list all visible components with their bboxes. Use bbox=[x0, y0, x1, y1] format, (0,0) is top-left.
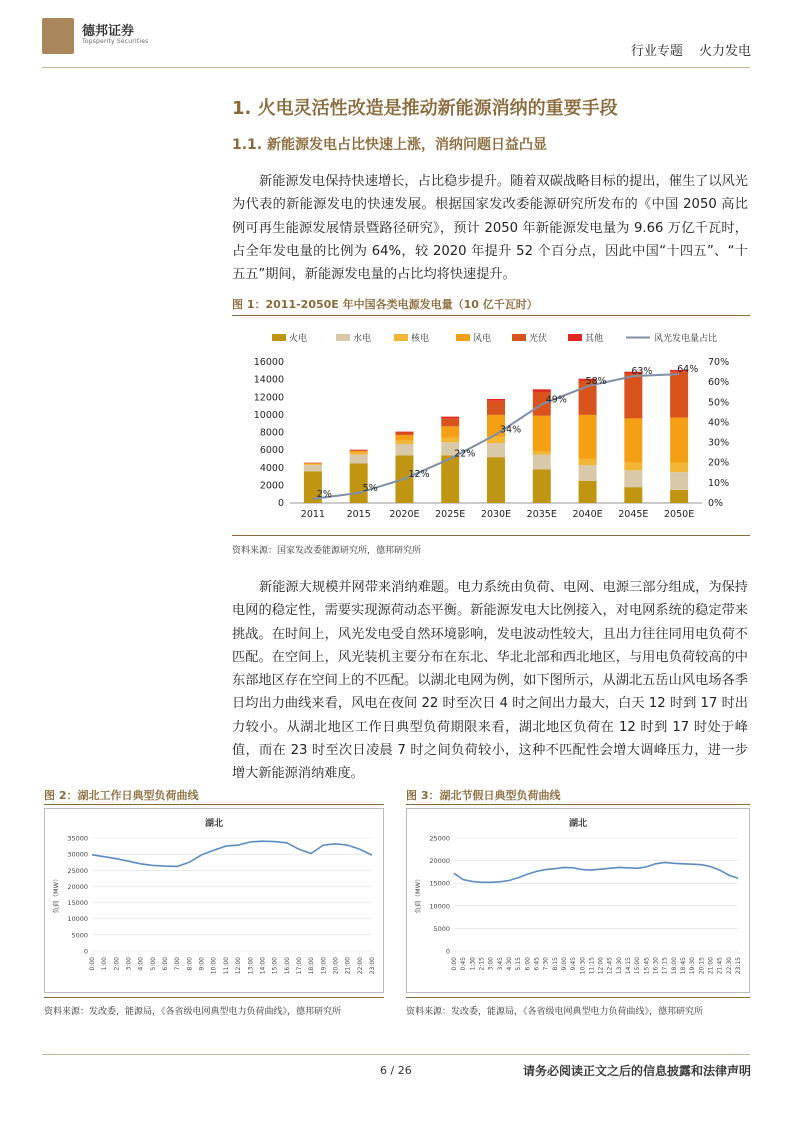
x-tick-label: 20:15 bbox=[698, 957, 706, 975]
bar-segment bbox=[624, 373, 642, 418]
x-tick-label: 1:00 bbox=[101, 957, 109, 971]
figure-2-source: 资料来源：发改委，能源局，《各省级电网典型电力负荷曲线》，德邦研究所 bbox=[44, 1007, 342, 1017]
x-tick-label: 11:00 bbox=[222, 957, 230, 975]
x-tick-label: 2050E bbox=[664, 509, 695, 520]
x-tick-label: 12:00 bbox=[235, 957, 243, 975]
share-data-label: 12% bbox=[408, 468, 430, 480]
x-tick-label: 3:00 bbox=[487, 957, 495, 971]
figure-3-chart bbox=[406, 808, 750, 993]
x-tick-label: 21:00 bbox=[707, 957, 715, 975]
paragraph-2: 新能源大规模并网带来消纳难题。电力系统由负荷、电网、电源三部分组成，为保持电网的稳定性，需要实现源荷动态平衡。新能源发电大比例接入，对电网系统的稳定带来挑战。在时间上，风光发电受自然环境影响，发电波动性较大，且出力往往同用电负荷不匹配。在空间上，风光装机主要分布在东北、华北北部和西北地区，与用电负荷较高的中东部地区存在空间上的不匹配。以湖北电网为例，如下图所示，从湖北五岳山风电场各季日均出力曲线来看，风电在夜间 22 时至次日 4 时之间出力最大，白天 12 时到 17 时出力较小。从湖北地区工作日典型负荷期限来看，湖北地区负荷在 12 时到 17 时处于峰值，而在 23 时至次日凌晨 7 时之间负荷较小，这种不匹配性会增大调峰压力，进一步增大新能源消纳难度。 bbox=[232, 580, 748, 782]
x-tick-label: 18:45 bbox=[680, 957, 688, 975]
y2-tick-label: 10% bbox=[708, 477, 730, 489]
x-tick-label: 2025E bbox=[435, 509, 466, 520]
footer-divider bbox=[42, 1054, 750, 1055]
bar-segment bbox=[441, 438, 459, 442]
bar-segment bbox=[487, 443, 505, 457]
bar-segment bbox=[533, 455, 551, 470]
x-tick-label: 12:00 bbox=[597, 957, 605, 975]
x-tick-label: 8:15 bbox=[551, 957, 559, 971]
x-tick-label: 4:30 bbox=[505, 957, 513, 971]
x-tick-label: 2020E bbox=[389, 509, 420, 520]
y-tick-label: 10000 bbox=[67, 915, 88, 924]
y-tick-label: 0 bbox=[277, 498, 284, 509]
y-tick-label: 4000 bbox=[259, 462, 284, 474]
x-tick-label: 23:00 bbox=[369, 957, 376, 975]
x-tick-label: 21:45 bbox=[716, 957, 724, 975]
bar-segment bbox=[487, 401, 505, 415]
bar-segment bbox=[441, 455, 459, 503]
figure-2-rule bbox=[44, 804, 384, 805]
bar-segment bbox=[533, 389, 551, 392]
share-data-label: 5% bbox=[362, 482, 378, 494]
legend-swatch-0 bbox=[272, 334, 286, 341]
y-axis-label: 负荷（MW） bbox=[414, 875, 422, 914]
x-tick-label: 22:30 bbox=[725, 957, 733, 975]
x-tick-label: 2040E bbox=[572, 509, 603, 520]
x-tick-label: 20:00 bbox=[332, 957, 340, 975]
company-name: 德邦证券 bbox=[82, 24, 135, 39]
bar-segment bbox=[395, 433, 413, 436]
bar-segment bbox=[304, 463, 322, 464]
y-tick-label: 8000 bbox=[259, 427, 284, 439]
y-tick-label: 25000 bbox=[429, 834, 450, 843]
company-logo-mark-icon bbox=[42, 18, 74, 54]
paragraph-1: 新能源发电保持快速增长，占比稳步提升。随着双碳战略目标的提出，催生了以风光为代表的新能源发电的快速发展。根据国家发改委能源研究所发布的《中国 2050 高比例可再生能源发展情景暨路径研究》，预计 2050 年新能源发电量为 9.66 万亿千瓦时，占全年发电量的比例为 64%，较 2020 年提升 52 个百分点，因此中国“十四五”、“十五五”期间，新能源发电量的占比均将快速提升。 bbox=[232, 174, 748, 283]
x-tick-label: 6:45 bbox=[533, 957, 541, 971]
bar-segment bbox=[670, 372, 688, 418]
y-tick-label: 15000 bbox=[429, 879, 450, 888]
bar-segment bbox=[579, 481, 597, 503]
bar-segment bbox=[395, 440, 413, 444]
y-tick-label: 35000 bbox=[67, 834, 88, 843]
x-tick-label: 19:00 bbox=[320, 957, 328, 975]
x-tick-label: 14:15 bbox=[625, 957, 633, 975]
figure-2-title: 图 2：湖北工作日典型负荷曲线 bbox=[44, 789, 199, 802]
bar-segment bbox=[533, 416, 551, 451]
x-tick-label: 1:30 bbox=[469, 957, 477, 971]
y-tick-label: 2000 bbox=[259, 480, 284, 492]
y-tick-label: 10000 bbox=[253, 409, 284, 421]
x-tick-label: 9:00 bbox=[560, 957, 568, 971]
x-tick-label: 3:00 bbox=[125, 957, 133, 971]
bar-segment bbox=[670, 418, 688, 463]
header-tag-thermal: 火力发电 bbox=[698, 44, 751, 59]
figure-1-rule bbox=[232, 315, 750, 316]
x-tick-label: 18:00 bbox=[670, 957, 678, 975]
bar-segment bbox=[533, 451, 551, 455]
x-tick-label: 7:30 bbox=[542, 957, 550, 971]
bar-segment bbox=[624, 487, 642, 503]
legend-swatch-3 bbox=[456, 334, 470, 341]
x-tick-label: 5:00 bbox=[149, 957, 157, 971]
x-tick-label: 6:00 bbox=[524, 957, 532, 971]
share-data-label: 64% bbox=[677, 364, 699, 376]
bar-segment bbox=[579, 459, 597, 465]
legend-label-3: 风电 bbox=[473, 334, 492, 344]
y-tick-label: 6000 bbox=[259, 445, 284, 457]
legend-swatch-5 bbox=[568, 334, 582, 341]
header-divider bbox=[42, 67, 750, 68]
bar-segment bbox=[624, 470, 642, 487]
x-tick-label: 15:45 bbox=[643, 957, 651, 975]
chart-title: 湖北 bbox=[204, 819, 224, 829]
y-tick-label: 20000 bbox=[429, 857, 450, 866]
legend-label-line: 风光发电量占比 bbox=[654, 334, 718, 344]
figure-3-title: 图 3：湖北节假日典型负荷曲线 bbox=[406, 789, 561, 802]
legend-label-5: 其他 bbox=[585, 334, 604, 344]
x-tick-label: 3:45 bbox=[496, 957, 504, 971]
chart-title: 湖北 bbox=[568, 819, 588, 829]
figure-2-bottom-rule bbox=[44, 997, 384, 998]
y2-tick-label: 30% bbox=[708, 437, 730, 449]
legend-label-0: 火电 bbox=[289, 334, 308, 344]
share-data-label: 34% bbox=[500, 424, 522, 436]
y-tick-label: 16000 bbox=[253, 357, 284, 368]
subsection-title: 1.1. 新能源发电占比快速上涨，消纳问题日益凸显 bbox=[232, 137, 547, 153]
bar-segment bbox=[350, 450, 368, 451]
figure-2-chart bbox=[44, 808, 384, 993]
x-tick-label: 9:00 bbox=[198, 957, 206, 971]
bar-segment bbox=[624, 462, 642, 470]
bar-segment bbox=[441, 426, 459, 437]
x-tick-label: 10:00 bbox=[210, 957, 218, 975]
share-data-label: 63% bbox=[631, 366, 653, 378]
x-tick-label: 15:00 bbox=[271, 957, 279, 975]
y2-tick-label: 50% bbox=[708, 397, 730, 409]
y-tick-label: 5000 bbox=[71, 931, 88, 940]
bar-segment bbox=[487, 399, 505, 401]
bar-segment bbox=[304, 465, 322, 471]
x-tick-label: 4:00 bbox=[137, 957, 145, 971]
x-tick-label: 2030E bbox=[480, 509, 512, 520]
company-name-en: Topsperity Securities bbox=[82, 38, 149, 45]
y-tick-label: 10000 bbox=[429, 902, 450, 911]
x-tick-label: 8:00 bbox=[186, 957, 194, 971]
legend-swatch-2 bbox=[394, 334, 408, 341]
bar-segment bbox=[533, 470, 551, 503]
legend-label-1: 水电 bbox=[353, 334, 372, 344]
y2-tick-label: 60% bbox=[708, 377, 730, 389]
y-tick-label: 12000 bbox=[253, 392, 284, 404]
bar-segment bbox=[350, 453, 368, 455]
legend-label-2: 核电 bbox=[411, 334, 430, 344]
figure-3-rule bbox=[406, 804, 750, 805]
y2-tick-label: 40% bbox=[708, 417, 730, 429]
x-tick-label: 15:00 bbox=[634, 957, 642, 975]
share-data-label: 2% bbox=[316, 488, 332, 500]
y2-tick-label: 0% bbox=[708, 498, 724, 509]
y-tick-label: 25000 bbox=[67, 866, 88, 875]
x-tick-label: 16:00 bbox=[283, 957, 291, 975]
y-tick-label: 15000 bbox=[67, 899, 88, 908]
figure-1-chart bbox=[232, 320, 750, 530]
company-logo bbox=[42, 18, 182, 58]
x-tick-label: 17:15 bbox=[661, 957, 669, 975]
x-tick-label: 0:45 bbox=[460, 957, 468, 971]
bar-segment bbox=[395, 432, 413, 433]
x-tick-label: 9:45 bbox=[570, 957, 578, 971]
x-tick-label: 11:15 bbox=[588, 957, 596, 975]
bar-segment bbox=[670, 472, 688, 490]
x-tick-label: 7:00 bbox=[174, 957, 182, 971]
figure-1-source: 资料来源：国家发改委能源研究所，德邦研究所 bbox=[232, 546, 422, 556]
figure-1-bottom-rule bbox=[232, 535, 750, 536]
bar-segment bbox=[579, 465, 597, 481]
x-tick-label: 19:30 bbox=[689, 957, 697, 975]
bar-segment bbox=[304, 464, 322, 465]
x-tick-label: 2:15 bbox=[478, 957, 486, 971]
figure-3-bottom-rule bbox=[406, 997, 750, 998]
y2-tick-label: 20% bbox=[708, 457, 730, 469]
x-tick-label: 17:00 bbox=[295, 957, 303, 975]
bar-segment bbox=[670, 490, 688, 503]
bar-segment bbox=[579, 415, 597, 459]
y-tick-label: 30000 bbox=[67, 850, 88, 859]
bar-segment bbox=[395, 435, 413, 440]
header-tag-industry: 行业专题 bbox=[630, 44, 683, 59]
y-tick-label: 0 bbox=[445, 947, 450, 956]
share-data-label: 58% bbox=[585, 376, 607, 388]
bar-segment bbox=[487, 457, 505, 503]
x-tick-label: 10:30 bbox=[579, 957, 587, 975]
x-tick-label: 2035E bbox=[526, 509, 557, 520]
y-tick-label: 0 bbox=[83, 947, 88, 956]
x-tick-label: 22:00 bbox=[356, 957, 364, 975]
y-tick-label: 5000 bbox=[433, 924, 450, 933]
figure-3-source: 资料来源：发改委，能源局，《各省级电网典型电力负荷曲线》，德邦研究所 bbox=[406, 1007, 704, 1017]
x-tick-label: 12:45 bbox=[606, 957, 614, 975]
x-tick-label: 21:00 bbox=[344, 957, 352, 975]
bar-segment bbox=[624, 418, 642, 462]
bar-segment bbox=[441, 417, 459, 419]
x-tick-label: 18:00 bbox=[308, 957, 316, 975]
bar-segment bbox=[350, 451, 368, 453]
x-tick-label: 0:00 bbox=[89, 957, 96, 971]
bar-segment bbox=[670, 462, 688, 472]
legend-swatch-4 bbox=[512, 334, 526, 341]
header-tags bbox=[619, 40, 751, 59]
chart1-legend bbox=[272, 332, 717, 344]
x-tick-label: 23:15 bbox=[735, 957, 742, 975]
x-tick-label: 16:30 bbox=[652, 957, 660, 975]
x-tick-label: 13:30 bbox=[615, 957, 623, 975]
share-data-label: 22% bbox=[454, 448, 476, 460]
x-tick-label: 14:00 bbox=[259, 957, 267, 975]
footer-disclaimer: 请务必阅读正文之后的信息披露和法律声明 bbox=[522, 1064, 751, 1078]
x-tick-label: 2015 bbox=[346, 509, 371, 520]
legend-swatch-1 bbox=[336, 334, 350, 341]
page-number: 6 / 26 bbox=[380, 1064, 412, 1077]
x-tick-label: 6:00 bbox=[162, 957, 170, 971]
y-axis-label: 负荷（MW） bbox=[52, 875, 60, 914]
figure-1-title: 图 1：2011-2050E 年中国各类电源发电量（10 亿千瓦时） bbox=[232, 298, 538, 311]
share-data-label: 49% bbox=[545, 394, 567, 406]
y-tick-label: 14000 bbox=[253, 374, 284, 386]
bar-segment bbox=[395, 444, 413, 455]
x-tick-label: 13:00 bbox=[247, 957, 255, 975]
x-tick-label: 2045E bbox=[618, 509, 649, 520]
y2-tick-label: 70% bbox=[708, 357, 730, 368]
x-tick-label: 0:00 bbox=[451, 957, 458, 971]
legend-label-4: 光伏 bbox=[529, 334, 548, 344]
x-tick-label: 2:00 bbox=[113, 957, 121, 971]
section-title: 1. 火电灵活性改造是推动新能源消纳的重要手段 bbox=[232, 98, 618, 119]
x-tick-label: 5:15 bbox=[515, 957, 523, 971]
y-tick-label: 20000 bbox=[67, 882, 88, 891]
bar-segment bbox=[350, 455, 368, 464]
x-tick-label: 2011 bbox=[300, 509, 325, 520]
bar-segment bbox=[441, 418, 459, 426]
